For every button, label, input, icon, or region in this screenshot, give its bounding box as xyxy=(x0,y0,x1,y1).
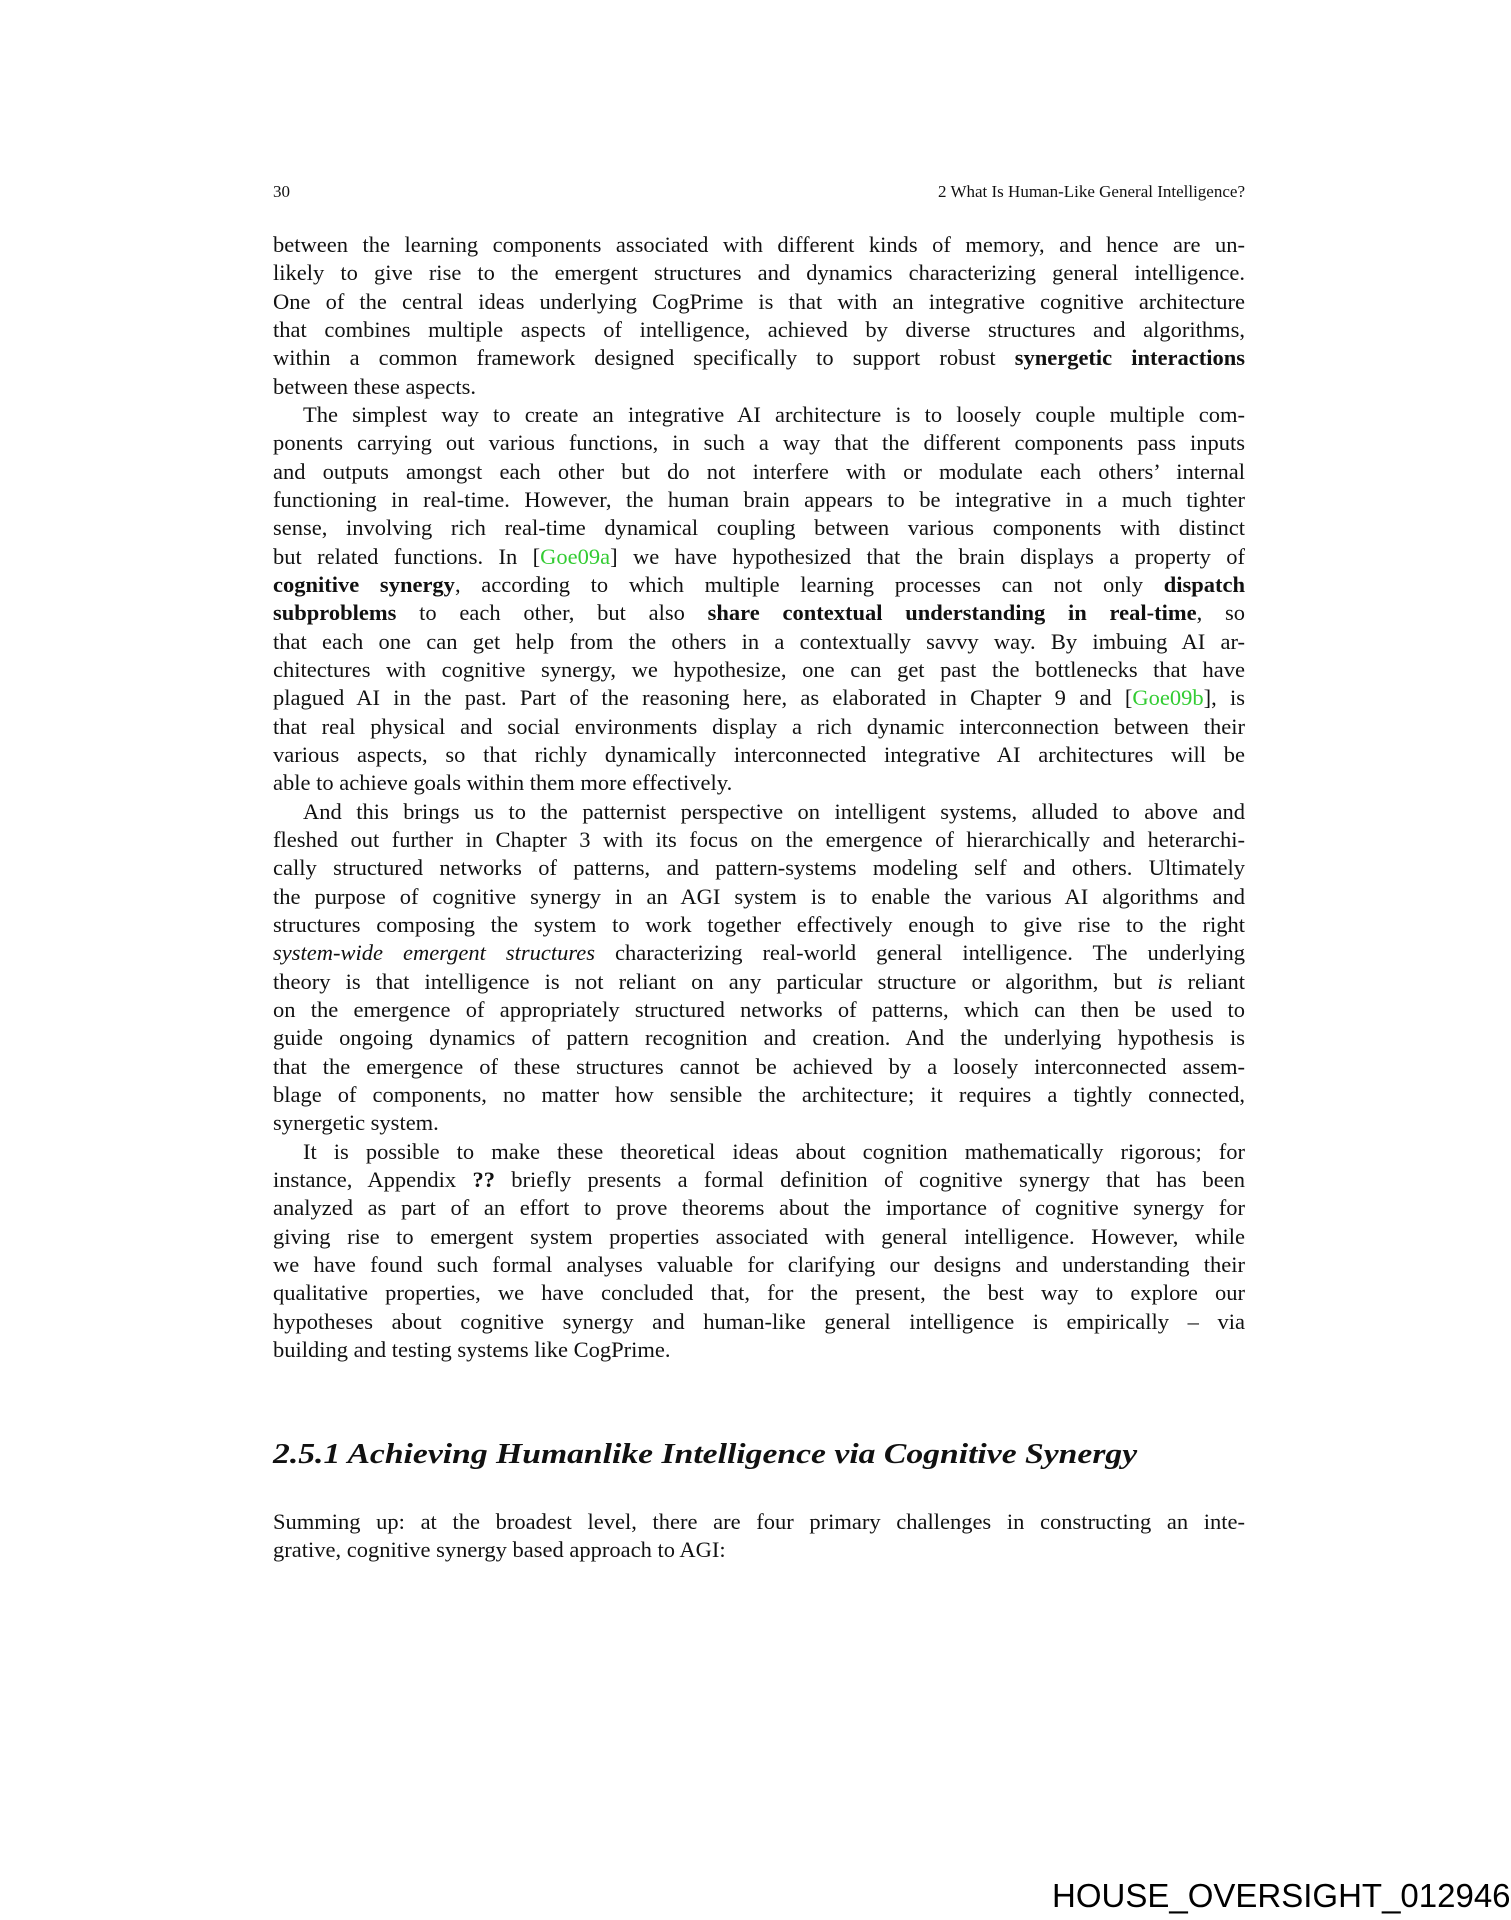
text-run: we have found such formal analyses valuable for clarifying our designs and understanding their xyxy=(273,1251,1245,1277)
bates-number: HOUSE_OVERSIGHT_012946 xyxy=(1052,1877,1511,1914)
text-run: between the learning components associated with different kinds of memory, and hence are un- xyxy=(273,232,1245,257)
text-line xyxy=(273,1166,1245,1194)
text-line xyxy=(273,1109,1245,1137)
text-line xyxy=(273,1138,1245,1166)
text-line xyxy=(273,854,1245,882)
text-run: And this brings us to the patternist perspective on intelligent systems, alluded to above and xyxy=(303,798,1245,824)
citation-link[interactable]: Goe09a xyxy=(540,543,611,569)
bold-phrase: share contextual understanding in real-time xyxy=(707,600,1197,626)
text-line xyxy=(273,769,1245,797)
text-line xyxy=(273,1308,1245,1336)
text-run: between these aspects. xyxy=(273,373,477,399)
text-line xyxy=(273,996,1245,1024)
bold-phrase: subproblems xyxy=(273,600,397,626)
text-run: giving rise to emergent system properties associated with general intelligence. However, while xyxy=(273,1223,1245,1249)
text-run: within a common framework designed specifically to support robust xyxy=(273,345,1015,371)
text-line xyxy=(273,939,1245,967)
text-line xyxy=(273,571,1245,599)
text-run: plagued AI in the past. Part of the reasoning here, as elaborated in Chapter 9 and [ xyxy=(273,685,1133,711)
text-line xyxy=(273,316,1245,344)
text-run: but related functions. In [ xyxy=(273,543,541,569)
page-number: 30 xyxy=(273,182,290,201)
text-run: that the emergence of these structures cannot be achieved by a loosely interconnected assem- xyxy=(273,1053,1245,1079)
text-line xyxy=(273,1508,1245,1536)
italic-phrase: system-wide emergent structures xyxy=(273,940,596,966)
text-line xyxy=(273,798,1245,826)
text-line xyxy=(273,543,1245,571)
bold-phrase: dispatch xyxy=(1163,571,1245,597)
text-line xyxy=(273,231,1245,259)
text-line xyxy=(273,1024,1245,1052)
text-run: Summing up: at the broadest level, there are four primary challenges in constructing an inte- xyxy=(273,1509,1245,1534)
text-line xyxy=(273,1279,1245,1307)
text-run: It is possible to make these theoretical ideas about cognition mathematically rigorous; for xyxy=(303,1138,1245,1164)
text-run: theory is that intelligence is not reliant on any particular structure or algorithm, but xyxy=(273,968,1158,994)
text-run: briefly presents a formal definition of cognitive synergy that has been xyxy=(494,1166,1246,1192)
bold-phrase: synergetic interactions xyxy=(1014,345,1245,371)
text-run: sense, involving rich real-time dynamical coupling between various components with distinct xyxy=(273,515,1245,541)
text-run: instance, Appendix xyxy=(273,1166,473,1192)
text-run: building and testing systems like CogPrime. xyxy=(273,1336,671,1362)
bold-phrase: ?? xyxy=(472,1166,495,1192)
text-run: that each one can get help from the others in a contextually savvy way. By imbuing AI ar- xyxy=(273,628,1245,654)
text-line xyxy=(273,1336,1245,1364)
text-run: and outputs amongst each other but do not interfere with or modulate each others’ internal xyxy=(273,458,1245,484)
text-line xyxy=(273,1536,1245,1564)
text-run: that real physical and social environments display a rich dynamic interconnection between their xyxy=(273,713,1245,739)
citation-link[interactable]: Goe09b xyxy=(1132,685,1204,711)
text-line xyxy=(273,1223,1245,1251)
text-run: chitectures with cognitive synergy, we hypothesize, one can get past the bottlenecks that have xyxy=(273,656,1245,682)
text-line xyxy=(273,656,1245,684)
text-line xyxy=(273,599,1245,627)
text-run: to each other, but also xyxy=(396,600,708,626)
text-line xyxy=(273,1081,1245,1109)
text-run: guide ongoing dynamics of pattern recognition and creation. And the underlying hypothesis is xyxy=(273,1025,1245,1051)
text-line xyxy=(273,401,1245,429)
text-run: various aspects, so that richly dynamically interconnected integrative AI architectures will be xyxy=(273,741,1245,767)
bold-phrase: cognitive synergy xyxy=(273,571,455,597)
text-run: able to achieve goals within them more effectively. xyxy=(273,770,733,796)
text-run: functioning in real-time. However, the human brain appears to be integrative in a much tighter xyxy=(273,486,1245,512)
text-run: ], is xyxy=(1203,685,1246,711)
text-line xyxy=(273,1194,1245,1222)
text-run: analyzed as part of an effort to prove theorems about the importance of cognitive synergy for xyxy=(273,1195,1245,1221)
text-run: ponents carrying out various functions, in such a way that the different components pass inputs xyxy=(273,430,1245,456)
text-line xyxy=(273,486,1245,514)
text-run: reliant xyxy=(1172,968,1245,994)
text-line xyxy=(273,514,1245,542)
text-line xyxy=(273,826,1245,854)
section-heading: 2.5.1 Achieving Humanlike Intelligence via Cognitive Synergy xyxy=(273,1439,1138,1470)
text-run: , so xyxy=(1196,600,1245,626)
text-run: the purpose of cognitive synergy in an AGI system is to enable the various AI algorithms and xyxy=(273,883,1245,909)
text-run: cally structured networks of patterns, and pattern-systems modeling self and others. Ultimately xyxy=(273,855,1245,881)
text-run: grative, cognitive synergy based approach to AGI: xyxy=(273,1537,726,1563)
text-line xyxy=(273,259,1245,287)
text-run: , according to which multiple learning processes can not only xyxy=(454,571,1164,597)
text-run: structures composing the system to work together effectively enough to give rise to the right xyxy=(273,911,1245,937)
text-line xyxy=(273,288,1245,316)
text-run: blage of components, no matter how sensible the architecture; it requires a tightly connected, xyxy=(273,1081,1245,1107)
text-line xyxy=(273,1053,1245,1081)
text-line xyxy=(273,628,1245,656)
text-line xyxy=(273,344,1245,372)
text-run: fleshed out further in Chapter 3 with its focus on the emergence of hierarchically and heterarchi- xyxy=(273,826,1245,852)
text-line xyxy=(273,911,1245,939)
running-head xyxy=(273,180,1245,204)
text-run: that combines multiple aspects of intelligence, achieved by diverse structures and algorithms, xyxy=(273,316,1245,342)
text-run: The simplest way to create an integrative AI architecture is to loosely couple multiple com- xyxy=(303,401,1245,427)
text-line xyxy=(273,741,1245,769)
text-run: hypotheses about cognitive synergy and human-like general intelligence is empirically – via xyxy=(273,1308,1245,1334)
italic-phrase: is xyxy=(1157,968,1173,994)
text-run: on the emergence of appropriately structured networks of patterns, which can then be used to xyxy=(273,996,1245,1022)
text-line xyxy=(273,1251,1245,1279)
text-run: characterizing real-world general intelligence. The underlying xyxy=(595,940,1245,966)
text-run: likely to give rise to the emergent structures and dynamics characterizing general intelligence. xyxy=(273,260,1245,286)
text-line xyxy=(273,429,1245,457)
text-run: ] we have hypothesized that the brain displays a property of xyxy=(610,543,1245,569)
text-line xyxy=(273,883,1245,911)
text-run: synergetic system. xyxy=(273,1110,439,1136)
text-line xyxy=(273,684,1245,712)
text-line xyxy=(273,968,1245,996)
text-line xyxy=(273,373,1245,401)
text-run: qualitative properties, we have concluded that, for the present, the best way to explore our xyxy=(273,1280,1245,1306)
text-run: One of the central ideas underlying CogPrime is that with an integrative cognitive architecture xyxy=(273,288,1245,314)
chapter-title: 2 What Is Human-Like General Intelligence? xyxy=(938,182,1245,201)
text-line xyxy=(273,713,1245,741)
text-line xyxy=(273,458,1245,486)
